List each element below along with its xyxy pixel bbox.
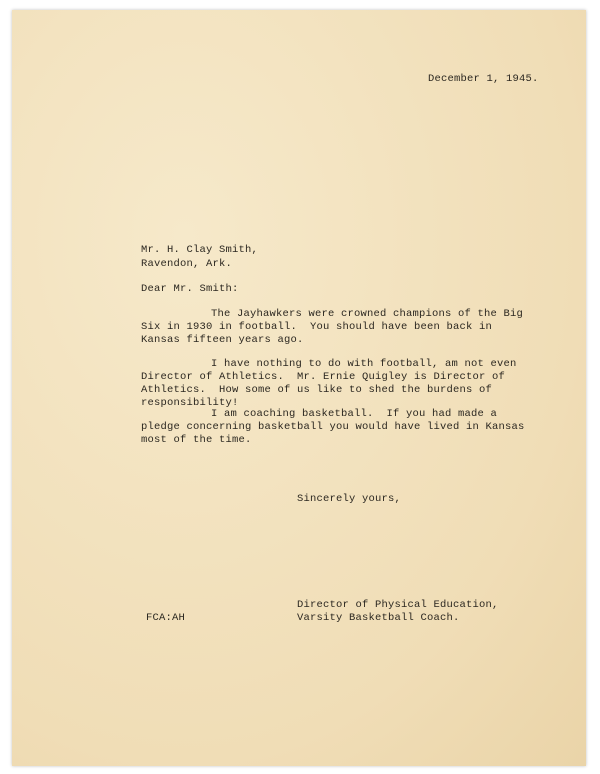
signature-title-line: Director of Physical Education, (297, 599, 499, 611)
signature-title-line: Varsity Basketball Coach. (297, 612, 460, 624)
paragraph-line: pledge concerning basketball you would have lived in Kansas (141, 421, 525, 433)
paragraph-2 (141, 358, 517, 410)
paragraph-line: The Jayhawkers were crowned champions of the Big (211, 308, 524, 320)
letter-page (12, 10, 586, 766)
closing: Sincerely yours, (297, 493, 402, 505)
paragraph-1 (141, 308, 524, 347)
paragraph-line: I am coaching basketball. If you had made a (211, 408, 498, 420)
recipient-location: Ravendon, Ark. (141, 258, 233, 270)
letter-date: December 1, 1945. (428, 73, 539, 85)
paragraph-line: Six in 1930 in football. You should have been back in (141, 321, 493, 333)
recipient-name: Mr. H. Clay Smith, (141, 244, 259, 256)
paragraph-line: I have nothing to do with football, am not even (211, 358, 517, 370)
typist-initials: FCA:AH (146, 612, 186, 624)
paragraph-line: responsibility! (141, 397, 239, 409)
paragraph-line: most of the time. (141, 434, 252, 446)
paragraph-3 (141, 408, 525, 447)
paragraph-line: Director of Athletics. Mr. Ernie Quigley is Director of (141, 371, 506, 383)
paragraph-line: Kansas fifteen years ago. (141, 334, 304, 346)
salutation: Dear Mr. Smith: (141, 283, 239, 295)
paragraph-line: Athletics. How some of us like to shed the burdens of (141, 384, 493, 396)
